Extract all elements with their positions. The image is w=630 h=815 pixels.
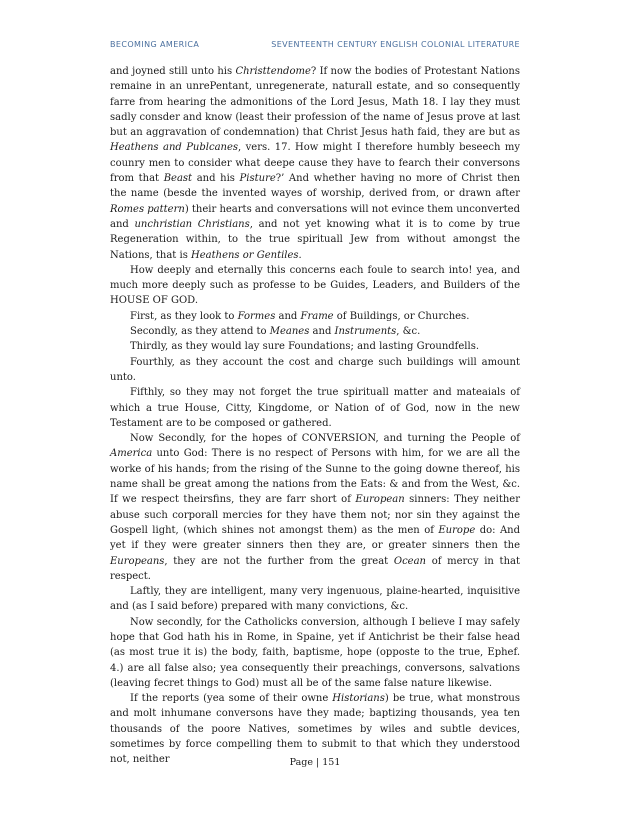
text-run: and joyned still unto his: [110, 66, 236, 77]
italic-run: Frame: [300, 310, 334, 322]
italic-run: Pisture: [239, 173, 276, 185]
text-run: do: And yet if they were greater sinners then they are, or greater sinners then the: [110, 524, 521, 552]
text-run: Fourthly, as they account the cost and charge such buildings will amount unto.: [110, 356, 520, 383]
italic-run: Romes pattern: [110, 203, 185, 215]
paragraph: [110, 324, 520, 339]
italic-run: Europe: [438, 524, 476, 536]
text-run: sinners: They neither abuse such corporall mercies for they have them not; nor sin they against the Gospell light, (which shines not amongst them) as the men of: [110, 494, 520, 536]
paragraph: [110, 263, 520, 309]
text-run: unto God: There is no respect of Persons with him, for we are all the worke of his hands; from the rising of the Sunne to the going downe thereof, his name shall be great among the nations from the Eats: & and from the West, &c. If we respect theirsfins, they are farr short of: [110, 448, 520, 506]
italic-run: Beast: [163, 173, 193, 185]
text-run: First, as they look to: [130, 310, 238, 322]
paragraph: [110, 64, 520, 263]
text-run: Laftly, they are intelligent, many very ingenuous, plaine-hearted, inquisitive and (as I said before) prepared with many convictions, &c.: [110, 586, 520, 613]
paragraph: [110, 584, 520, 615]
text-run: How deeply and eternally this concerns each foule to search into! yea, and much more deeply such as professe to be Guides, Leaders, and Builders of the HOUSE OF GOD.: [110, 264, 520, 307]
footer-page-number: 151: [322, 757, 341, 768]
italic-run: America: [110, 448, 153, 460]
text-run: , &c.: [396, 326, 421, 338]
text-run: Thirdly, as they would lay sure Foundations; and lasting Groundfells.: [130, 341, 480, 353]
text-run: .: [298, 249, 302, 261]
italic-run: Meanes: [269, 326, 310, 338]
italic-run: Christtendome: [235, 66, 311, 77]
paragraph: [110, 385, 520, 431]
paragraph: [110, 309, 520, 324]
text-run: ) be true, what monstrous and molt inhumane conversons have they made; baptizing thousands, yea ten thousands of the poore Natives, sometimes by wiles and subtle devices, sometimes by force compelling them to submit to that which they understood not, neither: [110, 693, 520, 766]
text-run: Fifthly, so they may not forget the true spirituall matter and mateaials of which a true House, Citty, Kingdome, or Nation of of God, now in the new Testament are to be composed or gathered.: [110, 387, 520, 429]
italic-run: unchristian Christians: [134, 218, 250, 230]
text-run: , they are not the further from the great: [164, 555, 394, 567]
text-run: Now Secondly, for the hopes of CONVERSION, and turning the People of: [130, 433, 520, 445]
paragraph: [110, 355, 520, 386]
text-run: ? If now the bodies of Protestant Nations remaine in an unrePentant, unregenerate, naturall estate, and so consequently farre from hearing the admonitions of the Lord Jesus, Math 18. I lay they must sadly consder and know (least their profession of the name of Jesus prove at last but an aggravation of condemnation) that Christ Jesus hath faid, they are but as: [110, 66, 520, 139]
paragraph: [110, 339, 520, 354]
italic-run: Instruments: [334, 326, 397, 338]
italic-run: European: [355, 494, 405, 506]
page-footer: [0, 757, 630, 768]
text-run: , vers. 17. How might I therefore humbly beseech my counry men to consider what deepe cause they have to fearch their conversons from that: [110, 142, 520, 185]
text-run: , and not yet knowing what it is to come by true Regeneration within, to the true spirituall Jew from without amongst the Nations, that is: [110, 218, 520, 261]
footer-page-label: Page: [289, 757, 313, 768]
running-header: [110, 40, 520, 54]
italic-run: Europeans: [110, 555, 165, 567]
header-section-title: SEVENTEENTH CENTURY ENGLISH COLONIAL LITERATURE: [271, 40, 520, 49]
paragraph: [110, 431, 520, 584]
paragraph: [110, 615, 520, 691]
footer-separator: |: [316, 757, 320, 768]
text-run: Secondly, as they attend to: [130, 326, 270, 338]
text-run: and: [309, 326, 335, 338]
italic-run: Ocean: [393, 555, 426, 567]
text-run: Now secondly, for the Catholicks conversion, although I believe I may safely hope that God hath his in Rome, in Spaine, yet if Antichrist be their false head (as most true it is) the body, faith, baptisme, hope (opposte to the true, Ephef. 4.) are all false also; yea consequently their preachings, conversons, salvations (leaving fecret things to God) must all be of the same false nature likewise.: [110, 616, 520, 689]
italic-run: Historians: [332, 693, 385, 705]
text-run: ?’ And whether having no more of Christ then the name (besde the invented wayes of worship, derived from, or drawn after: [110, 173, 520, 200]
text-run: If the reports (yea some of their owne: [130, 693, 333, 705]
italic-run: Formes: [237, 310, 276, 322]
body-text: [110, 64, 520, 768]
text-run: of mercy in that respect.: [110, 555, 520, 582]
text-run: ) their hearts and conversations will not evince them unconverted and: [110, 203, 520, 230]
text-run: of Buildings, or Churches.: [333, 310, 470, 322]
italic-run: Heathens or Gentiles: [191, 249, 299, 261]
text-run: and: [275, 310, 301, 322]
header-book-title: BECOMING AMERICA: [110, 40, 200, 49]
text-run: and his: [192, 173, 240, 185]
italic-run: Heathens and Publcanes: [110, 142, 239, 154]
